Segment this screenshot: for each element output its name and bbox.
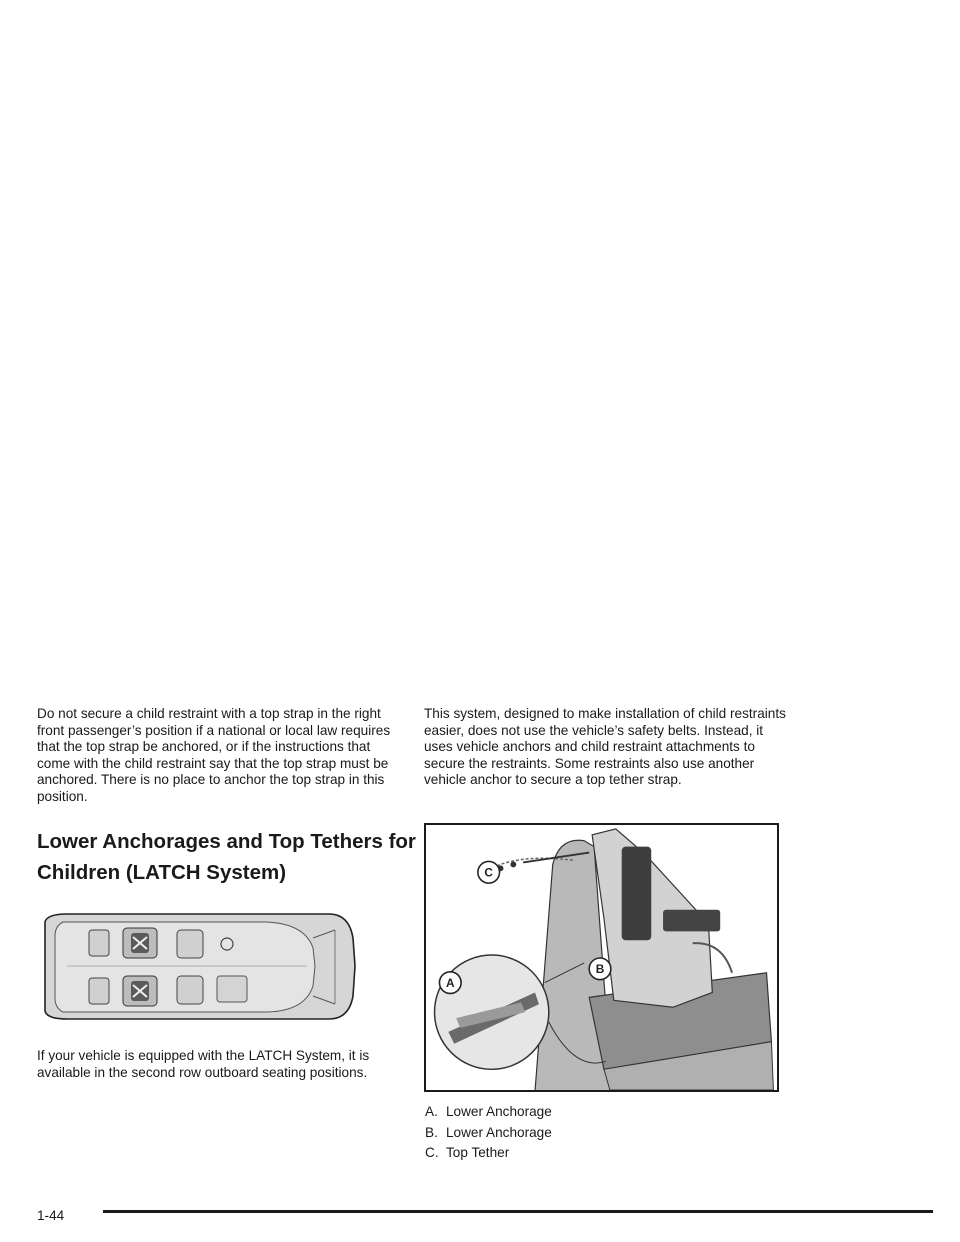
child-seat-left-graphic: [123, 928, 157, 958]
page-number: 1-44: [37, 1208, 65, 1223]
legend-item: B. Lower Anchorage: [425, 1124, 552, 1140]
svg-text:B: B: [595, 962, 605, 977]
body-paragraph-latch-availability: If your vehicle is equipped with the LATCH System, it is available in the second row outboard seating positions.: [37, 1048, 370, 1080]
callout-b: [589, 958, 611, 980]
section-heading: Lower Anchorages and Top Tethers for Children (LATCH System): [37, 830, 416, 884]
svg-text:A: A: [446, 976, 455, 991]
figure-legend: [425, 1104, 552, 1166]
legend-item: C. Top Tether: [425, 1145, 510, 1160]
svg-text:C: C: [484, 865, 493, 880]
callout-c: [478, 861, 500, 883]
callout-a: [439, 972, 461, 994]
child-restraint-installation-illustration: [424, 823, 779, 1092]
body-paragraph-top-strap-warning: Do not secure a child restraint with a top strap in the right front passenger’s position if a national or local law requires that the top strap be anchored, or if the instructions that come with the child restraint say that the top strap must be anchored. There is no place to anchor the top strap in this position.: [37, 706, 391, 804]
legend-item: A. Lower Anchorage: [425, 1104, 552, 1119]
body-paragraph-latch-description: This system, designed to make installation of child restraints easier, does not use the vehicle’s safety belts. Instead, it uses vehicle anchors and child restraint attachments to secure the restraints. Some restraints also use another vehicle anchor to secure a top tether strap.: [424, 706, 786, 788]
child-seat-right-graphic: [123, 976, 157, 1006]
footer-rule: [103, 1210, 933, 1213]
vehicle-top-view-illustration: [37, 908, 357, 1025]
